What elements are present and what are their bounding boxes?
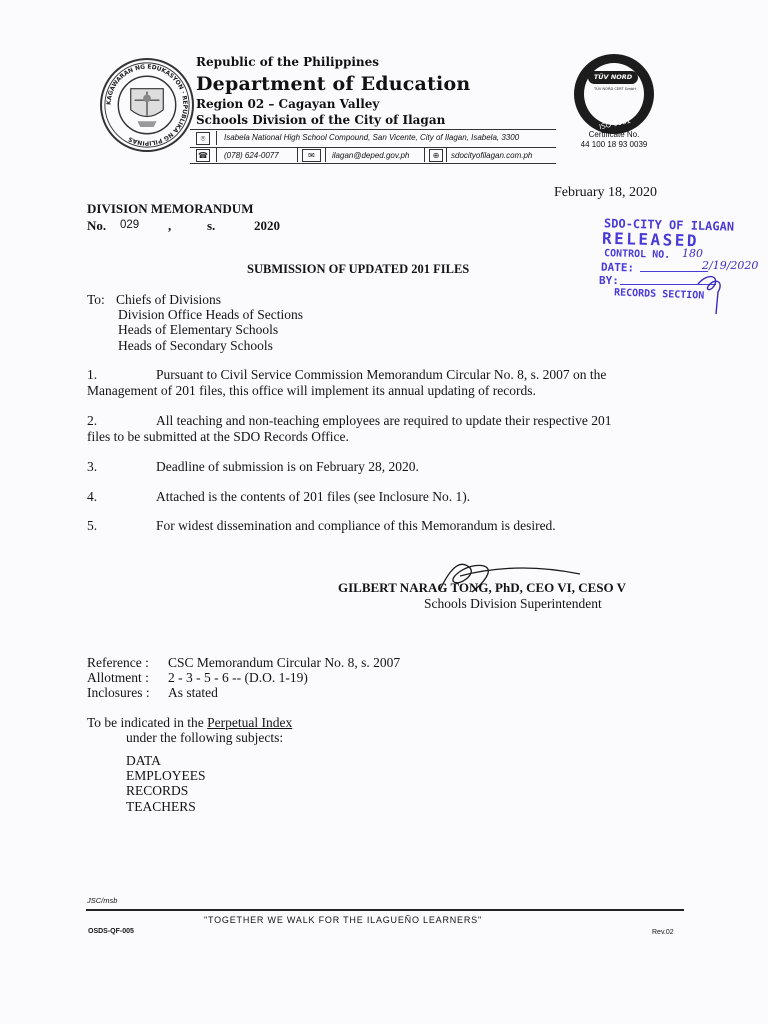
- paragraph-line: files to be submitted at the SDO Records Office.: [87, 429, 349, 444]
- paragraph-number: 2.: [87, 413, 98, 428]
- memo-series-label: s.: [207, 218, 216, 233]
- memo-title: DIVISION MEMORANDUM: [87, 201, 254, 216]
- footer-rule: [86, 909, 684, 911]
- tuv-nord-iso-logo: [574, 54, 654, 134]
- paragraph-number: 1.: [87, 367, 98, 382]
- allotment-label: Allotment :: [87, 670, 149, 685]
- stamp-office: SDO-CITY OF ILAGAN: [603, 216, 735, 234]
- paragraph-line: Attached is the contents of 201 files (see Inclosure No. 1).: [156, 489, 471, 504]
- paragraph-line: For widest dissemination and compliance of this Memorandum is desired.: [156, 518, 556, 533]
- memo-subject: SUBMISSION OF UPDATED 201 FILES: [247, 262, 470, 276]
- contact-divider: [216, 131, 217, 145]
- tuv-brand: TÜV NORD: [588, 71, 638, 84]
- deped-seal-logo: [100, 58, 194, 152]
- stamp-date-label: DATE:: [600, 260, 635, 275]
- department-name: Department of Education: [196, 73, 471, 95]
- contact-divider: [325, 148, 326, 162]
- inclosures-value: As stated: [168, 685, 218, 700]
- index-subject: EMPLOYEES: [126, 768, 206, 783]
- letterhead-rule-mid: [190, 147, 556, 148]
- initials: JSC/msb: [87, 896, 118, 905]
- signatory-title: Schools Division Superintendent: [424, 596, 602, 611]
- allotment-value: 2 - 3 - 5 - 6 -- (D.O. 1-19): [168, 670, 308, 685]
- index-subject: TEACHERS: [126, 799, 196, 814]
- recipient-item: Chiefs of Divisions: [116, 292, 222, 307]
- globe-icon: ⊕: [429, 149, 443, 162]
- region-line: Region 02 – Cagayan Valley: [196, 97, 380, 111]
- index-prefix: To be indicated in the: [87, 715, 204, 730]
- index-subject: RECORDS: [126, 783, 189, 798]
- index-subject: DATA: [126, 753, 161, 768]
- perpetual-index-line: [87, 715, 292, 731]
- memo-series-value: 2020: [254, 218, 280, 233]
- letterhead-rule-bottom: [190, 163, 556, 164]
- certificate-number: 44 100 18 93 0039: [580, 140, 648, 149]
- memo-date: February 18, 2020: [554, 185, 658, 200]
- recipient-item: Heads of Secondary Schools: [118, 338, 273, 353]
- reference-label: Reference :: [87, 655, 149, 670]
- phone-text: (078) 624-0077: [224, 151, 279, 160]
- reference-value: CSC Memorandum Circular No. 8, s. 2007: [168, 655, 401, 670]
- memo-number-value: 029: [120, 219, 140, 231]
- stamp-status: RELEASED: [601, 228, 700, 251]
- contact-divider: [297, 148, 298, 162]
- contact-divider: [424, 148, 425, 162]
- signatory-name: GILBERT NARAG TONG, PhD, CEO VI, CESO V: [338, 580, 627, 595]
- stamp-control-value: 180: [682, 247, 703, 260]
- memo-number-comma: ,: [168, 218, 172, 233]
- paragraph-line: Deadline of submission is on February 28, 2020.: [156, 459, 419, 474]
- form-code: OSDS-QF-005: [88, 928, 134, 935]
- contact-divider: [446, 148, 447, 162]
- recipient-item: Heads of Elementary Schools: [118, 322, 279, 337]
- stamp-by-label: BY:: [599, 274, 619, 287]
- memo-number-label: No.: [87, 218, 107, 233]
- recipient-item: Division Office Heads of Sections: [118, 307, 303, 322]
- index-line-2: under the following subjects:: [126, 730, 284, 745]
- stamp-date-value: 2/19/2020: [702, 259, 759, 272]
- inclosures-label: Inclosures :: [87, 685, 150, 700]
- tuv-sub: TÜV NORD CERT GmbH: [594, 87, 636, 91]
- address-text: Isabela National High School Compound, San Vicente, City of Ilagan, Isabela, 3300: [224, 133, 520, 142]
- stamp-control-label: CONTROL NO.: [603, 248, 671, 261]
- motto: "TOGETHER WE WALK FOR THE ILAGUEÑO LEARNERS": [204, 915, 482, 925]
- location-icon: ⌾: [196, 132, 210, 145]
- email-icon: ✉: [302, 149, 321, 162]
- contact-divider: [216, 148, 217, 162]
- seal-ring-text: KAGAWARAN NG EDUKASYON · REPUBLIKA NG PILIPINAS: [105, 63, 189, 147]
- paragraph-number: 5.: [87, 518, 98, 533]
- stamp-section: RECORDS SECTION: [613, 287, 705, 302]
- paragraph-line: All teaching and non-teaching employees are required to update their respective 201: [156, 413, 612, 428]
- website-text: sdocityofilagan.com.ph: [451, 151, 533, 160]
- phone-icon: ☎: [196, 149, 210, 162]
- certificate-label: Certificate No.: [588, 130, 640, 139]
- letterhead-rule-top: [190, 129, 556, 130]
- paragraph-number: 3.: [87, 459, 98, 474]
- division-line: Schools Division of the City of Ilagan: [196, 113, 446, 127]
- iso-label: ISO 9001: [598, 116, 632, 132]
- paragraph-line: Management of 201 files, this office will implement its annual updating of records.: [87, 383, 536, 398]
- to-label: To:: [87, 292, 105, 307]
- perpetual-index-link: Perpetual Index: [207, 715, 293, 730]
- paragraph-line: Pursuant to Civil Service Commission Memorandum Circular No. 8, s. 2007 on the: [156, 367, 607, 382]
- revision: Rev.02: [652, 929, 674, 936]
- email-text: ilagan@deped.gov.ph: [332, 151, 410, 160]
- republic-line: Republic of the Philippines: [196, 55, 380, 69]
- paragraph-number: 4.: [87, 489, 98, 504]
